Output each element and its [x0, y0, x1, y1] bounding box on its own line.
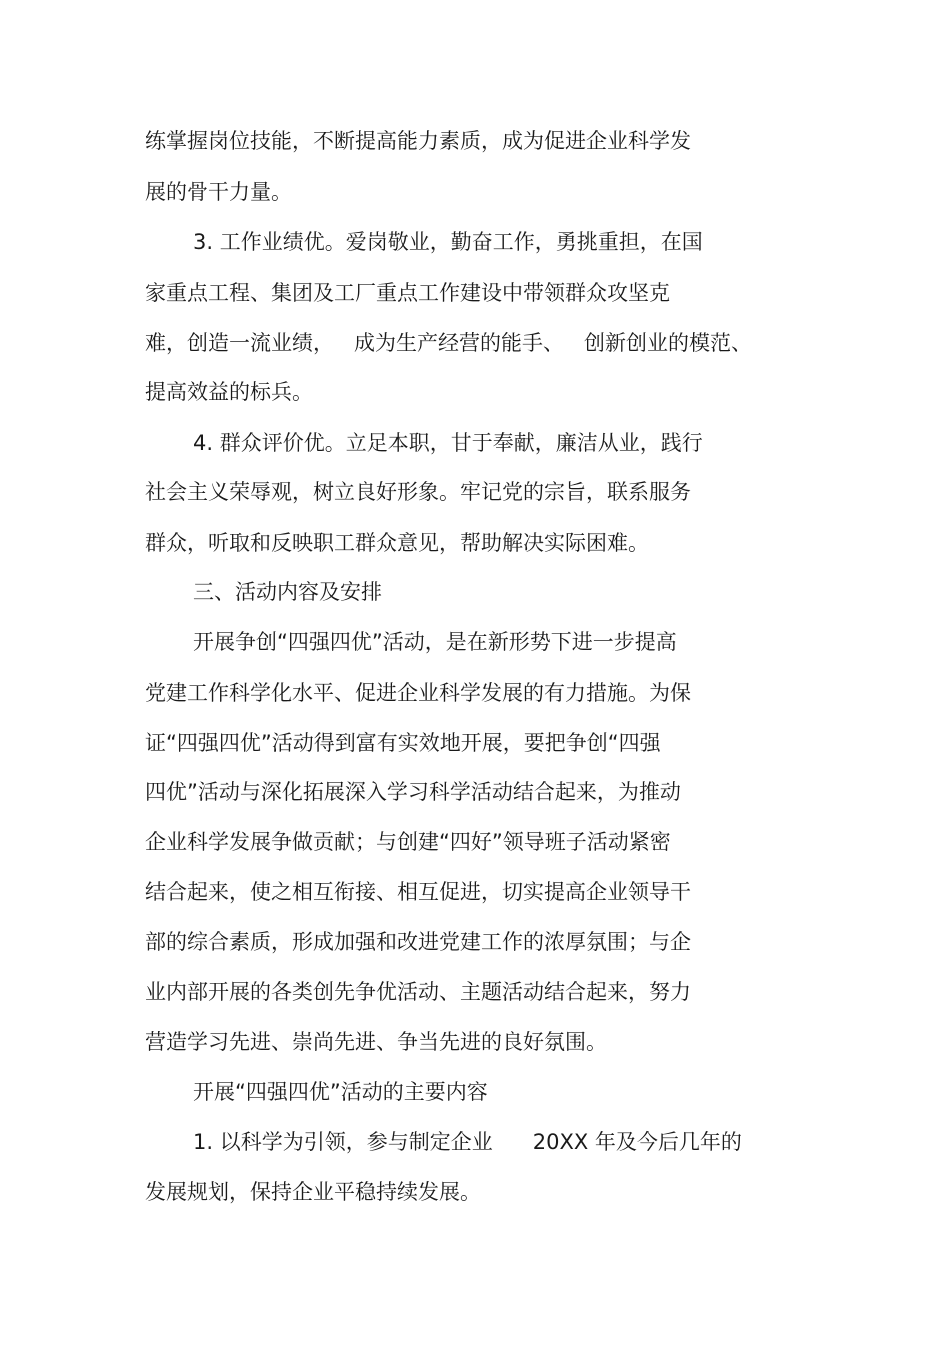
body-text-line: 营造学习先进、崇尚先进、争当先进的良好氛围。 [145, 1030, 607, 1054]
body-text-line: 证“四强四优”活动得到富有实效地开展，要把争创“四强 [145, 731, 661, 755]
body-text-line: 群众，听取和反映职工群众意见，帮助解决实际困难。 [145, 531, 649, 555]
body-text-line: 部的综合素质，形成加强和改进党建工作的浓厚氛围；与企 [145, 930, 691, 954]
paragraph-first-line: 开展争创“四强四优”活动，是在新形势下进一步提高 [193, 630, 677, 654]
list-item-4-line: 4. 群众评价优。立足本职，甘于奉献，廉洁从业，践行 [193, 431, 703, 455]
body-text-line: 党建工作科学化水平、促进企业科学发展的有力措施。为保 [145, 681, 691, 705]
body-text-line: 难，创造一流业绩， 成为生产经营的能手、 创新创业的模范、 [145, 331, 753, 355]
body-text-line: 四优”活动与深化拓展深入学习科学活动结合起来，为推动 [145, 780, 681, 804]
body-text-line: 结合起来，使之相互衔接、相互促进，切实提高企业领导干 [145, 880, 691, 904]
body-text-line: 企业科学发展争做贡献；与创建“四好”领导班子活动紧密 [145, 830, 671, 854]
body-text-line: 业内部开展的各类创先争优活动、主题活动结合起来，努力 [145, 980, 691, 1004]
body-text-line: 展的骨干力量。 [145, 180, 292, 204]
list-item-3-line: 3. 工作业绩优。爱岗敬业，勤奋工作，勇挑重担，在国 [193, 230, 703, 254]
body-text-line: 家重点工程、集团及工厂重点工作建设中带领群众攻坚克 [145, 281, 670, 305]
body-text-line: 社会主义荣辱观，树立良好形象。牢记党的宗旨，联系服务 [145, 480, 691, 504]
body-text-line: 提高效益的标兵。 [145, 380, 313, 404]
body-text-line: 发展规划，保持企业平稳持续发展。 [145, 1180, 481, 1204]
body-text-line: 练掌握岗位技能，不断提高能力素质，成为促进企业科学发 [145, 129, 691, 153]
subheading: 开展“四强四优”活动的主要内容 [193, 1080, 488, 1104]
section-heading: 三、活动内容及安排 [193, 580, 382, 604]
list-item-1-line: 1. 以科学为引领，参与制定企业 20XX 年及今后几年的 [193, 1130, 742, 1154]
